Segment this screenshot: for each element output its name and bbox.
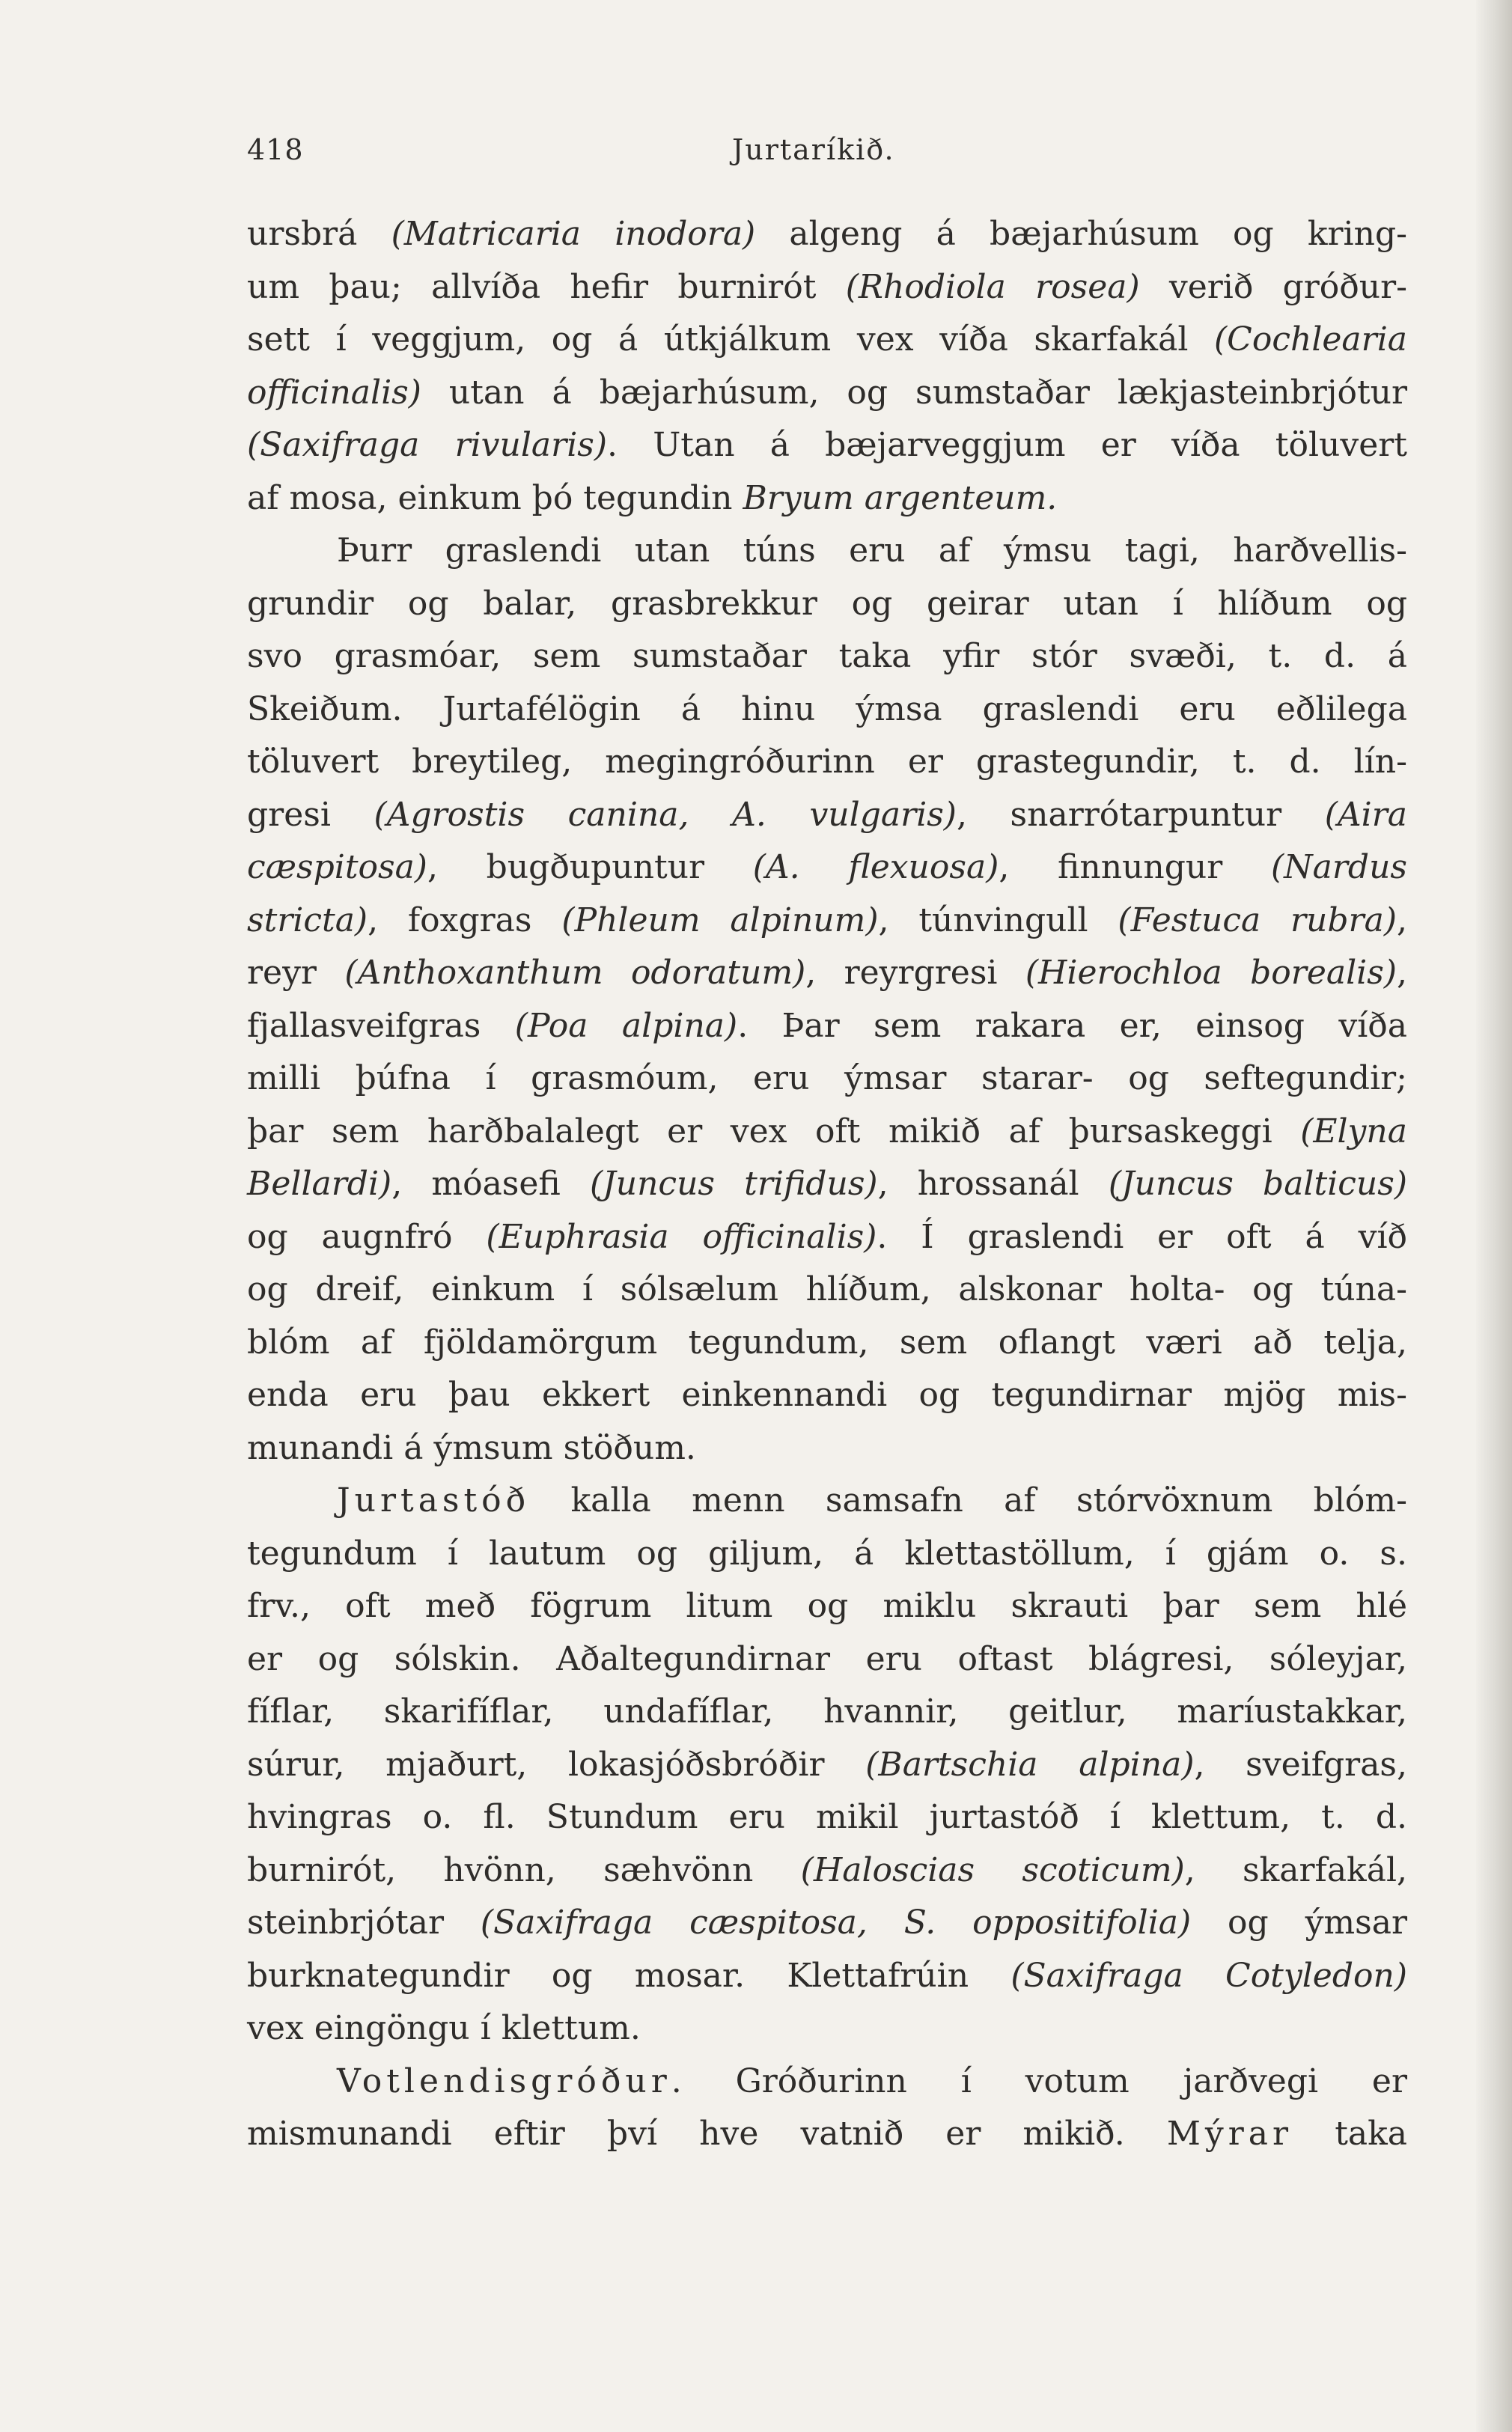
text-segment: , móasefi [391,1165,590,1203]
text-segment: og augnfró [247,1217,487,1256]
text-line [247,947,1407,1000]
text-segment: grundir og balar, grasbrekkur og geirar utan í hlíðum og [247,584,1407,623]
text-segment: gresi [247,795,374,834]
text-segment: er og sólskin. Aðaltegundirnar eru oftast blágresi, sóleyjar, [247,1639,1407,1678]
text-line [247,525,1407,578]
text-line [247,1000,1407,1053]
text-segment: munandi á ýmsum stöðum. [247,1428,696,1467]
latin-name: (Phleum alpinum) [561,900,879,939]
latin-name: (Juncus balticus) [1108,1165,1407,1203]
text-line [247,1897,1407,1950]
text-segment: verið gróður- [1139,267,1408,306]
page-header [247,133,1407,178]
text-segment: töluvert breytileg, megingróðurinn er grastegundir, t. d. lín- [247,743,1407,781]
text-segment: utan á bæjarhúsum, og sumstaðar lækjasteinbrjótur [421,373,1407,412]
text-segment: kalla menn samsafn af stórvöxnum blóm- [530,1481,1407,1520]
text-segment: svo grasmóar, sem sumstaðar taka yfir stór svæði, t. d. á [247,637,1407,675]
text-line [247,683,1407,737]
text-line [247,1422,1407,1475]
text-segment: steinbrjótar [247,1904,481,1942]
text-line [247,261,1407,314]
text-line [247,736,1407,789]
latin-name: (Juncus trifidus) [589,1165,878,1203]
text-segment: , skarfakál, [1184,1850,1408,1889]
latin-name: (Euphrasia officinalis) [486,1217,877,1256]
text-segment: tegundum í lautum og giljum, á klettastöllum, í gjám o. s. [247,1534,1407,1573]
latin-name: (Festuca rubra) [1118,900,1397,939]
text-line [247,1686,1407,1739]
text-segment: þar sem harðbalalegt er vex oft mikið af þursaskeggi [247,1112,1301,1151]
text-segment: taka [1293,2115,1408,2153]
latin-name: (Matricaria inodora) [391,215,756,253]
text-segment: mismunandi eftir því hve vatnið er mikið. [247,2115,1167,2153]
page-edge-shadow [1476,0,1512,2432]
latin-name: (Anthoxanthum odoratum) [344,954,806,992]
latin-name: (Agrostis canina, A. vulgaris) [374,795,957,834]
latin-name: (Nardus [1270,848,1407,886]
text-segment: Þurr graslendi utan túns eru af ýmsu tagi, harðvellis- [337,531,1407,570]
text-segment: af mosa, einkum þó tegundin [247,478,743,517]
text-segment: , hrossanál [877,1165,1109,1203]
text-segment: , [1397,954,1407,992]
text-line [247,208,1407,261]
text-line [247,1158,1407,1211]
running-head: Jurtaríkið. [732,133,895,166]
latin-name: (Haloscias scoticum) [800,1850,1185,1889]
text-line [247,1844,1407,1898]
latin-name: (Saxifraga Cotyledon) [1010,1956,1407,1995]
text-line [247,1317,1407,1370]
latin-name: (Saxifraga cæspitosa, S. oppositifolia) [480,1904,1192,1942]
text-line [247,314,1407,367]
text-line [247,1739,1407,1792]
latin-name: (Rhodiola rosea) [845,267,1140,306]
latin-name: (Cochlearia [1214,320,1407,359]
text-segment: ursbrá [247,215,391,253]
latin-name: stricta) [247,900,368,939]
text-line [247,1211,1407,1264]
latin-name: (Aira [1324,795,1407,834]
text-segment: . Gróðurinn í votum jarðvegi er [671,2061,1407,2100]
text-segment: fjallasveifgras [247,1006,515,1045]
text-segment: hvingras o. fl. Stundum eru mikil jurtastóð í klettum, t. d. [247,1798,1407,1836]
text-segment: . Í graslendi er oft á víð [877,1217,1408,1256]
text-segment: . Utan á bæjarveggjum er víða töluvert [607,426,1407,464]
text-segment: burknategundir og mosar. Klettafrúin [247,1956,1011,1995]
text-segment: . Þar sem rakara er, einsog víða [737,1006,1407,1045]
text-line [247,789,1407,842]
text-segment: milli þúfna í grasmóum, eru ýmsar starar- og seftegundir; [247,1059,1407,1097]
text-line [247,1580,1407,1633]
text-segment: burnirót, hvönn, sæhvönn [247,1850,801,1889]
text-segment: , reyrgresi [805,954,1025,992]
text-line [247,1950,1407,2003]
text-segment: reyr [247,954,345,992]
text-segment: og ýmsar [1191,1904,1407,1942]
body-text [247,208,1407,2161]
text-segment: og dreif, einkum í sólsælum hlíðum, alskonar holta- og túna- [247,1270,1407,1308]
text-line [247,895,1407,948]
text-segment: algeng á bæjarhúsum og kring- [755,215,1407,253]
text-segment: , snarrótarpuntur [956,795,1325,834]
text-segment: , finnungur [999,848,1271,886]
text-segment: um þau; allvíða hefir burnirót [247,267,846,306]
text-line [247,1528,1407,1581]
latin-name: officinalis) [247,373,421,412]
text-line [247,1633,1407,1686]
spaced-term: Jurtastóð [337,1481,531,1520]
text-line [247,1264,1407,1317]
text-segment: súrur, mjaðurt, lokasjóðsbróðir [247,1745,866,1784]
text-segment: vex eingöngu í klettum. [247,2009,641,2047]
latin-name: (Poa alpina) [514,1006,738,1045]
text-segment: , [1397,900,1407,939]
text-segment: , túnvingull [878,900,1118,939]
latin-name: Bryum argenteum. [743,478,1058,517]
latin-name: Bellardi) [247,1165,392,1203]
text-segment: fíflar, skarifíflar, undafíflar, hvannir, geitlur, maríustakkar, [247,1692,1407,1731]
text-line [247,2055,1407,2109]
text-segment: enda eru þau ekkert einkennandi og tegundirnar mjög mis- [247,1376,1407,1414]
spaced-term: Votlendisgróður [337,2061,671,2100]
text-line [247,630,1407,683]
text-line [247,1369,1407,1422]
page-number: 418 [247,133,304,166]
text-line [247,2108,1407,2161]
text-line [247,367,1407,420]
text-line [247,1052,1407,1106]
text-line [247,1475,1407,1528]
latin-name: (Hierochloa borealis) [1025,954,1397,992]
text-segment: Skeiðum. Jurtafélögin á hinu ýmsa graslendi eru eðlilega [247,689,1407,728]
text-line [247,578,1407,631]
latin-name: cæspitosa) [247,848,427,886]
text-segment: frv., oft með fögrum litum og miklu skrauti þar sem hlé [247,1587,1407,1625]
text-line [247,419,1407,472]
text-segment: , foxgras [368,900,562,939]
text-segment: blóm af fjöldamörgum tegundum, sem oflangt væri að telja, [247,1323,1407,1362]
text-line [247,841,1407,895]
text-line [247,1106,1407,1159]
text-line [247,2002,1407,2055]
text-segment: sett í veggjum, og á útkjálkum vex víða skarfakál [247,320,1215,359]
latin-name: (Elyna [1300,1112,1407,1151]
text-line [247,472,1407,525]
latin-name: (A. flexuosa) [752,848,999,886]
latin-name: (Saxifraga rivularis) [247,426,608,464]
text-line [247,1791,1407,1844]
latin-name: (Bartschia alpina) [865,1745,1195,1784]
text-segment: , sveifgras, [1194,1745,1407,1784]
spaced-term: Mýrar [1166,2115,1293,2153]
text-segment: , bugðupuntur [427,848,753,886]
